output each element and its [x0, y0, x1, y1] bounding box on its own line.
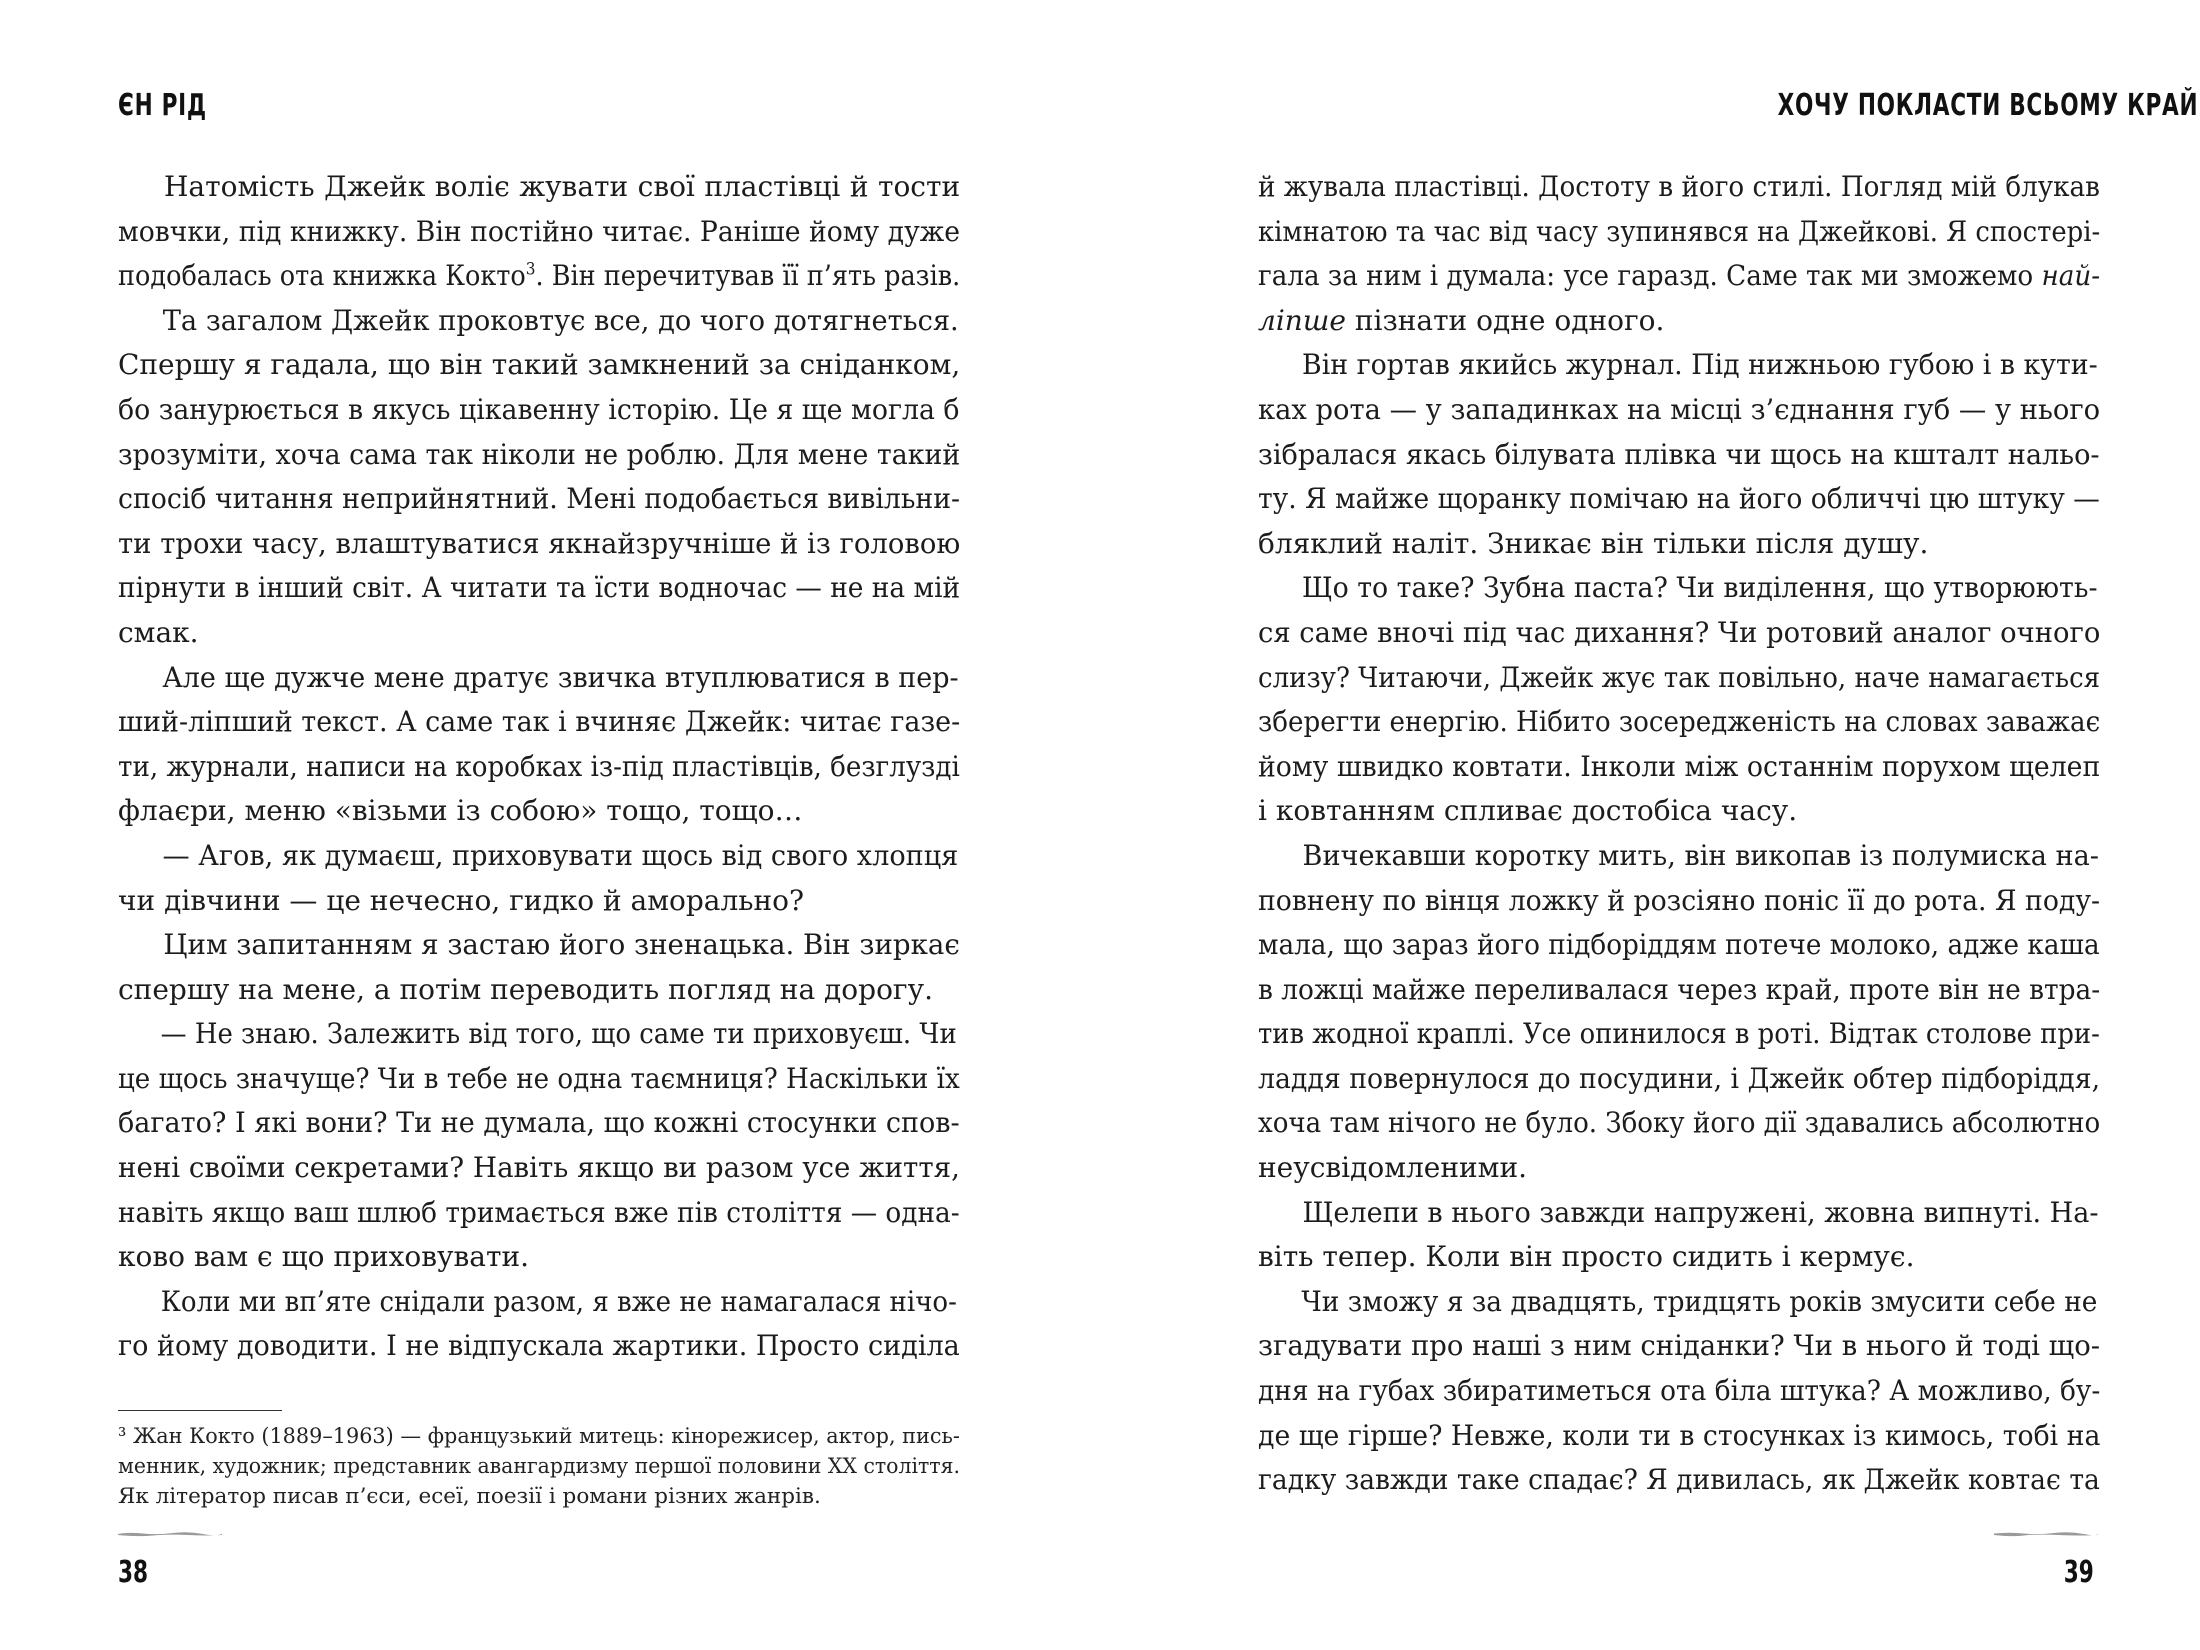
text-line: флаєри, меню «візьми із собою» тощо, тощо…	[118, 794, 803, 828]
text-line: ти трохи часу, влаштуватися якнайзручніше й із головою	[118, 526, 961, 560]
text-line: ту. Я майже щоранку помічаю на його обличчі цю штуку —	[1258, 482, 2100, 516]
text-line: тив жодної краплі. Усе опинилося в роті. Відтак столове при-	[1258, 1017, 2100, 1051]
brush-ornament	[1994, 1531, 2098, 1537]
text-line: віть тепер. Коли він просто сидить і кермує.	[1258, 1240, 1915, 1274]
text-line: слизу? Читаючи, Джейк жує так повільно, наче намагається	[1258, 660, 2101, 694]
right-body-text	[1258, 165, 2100, 1503]
text-line: бляклий наліт. Зникає він тільки після душу.	[1258, 526, 1929, 560]
text-line: Цим запитанням я застаю його зненацька. Він зиркає	[163, 928, 960, 962]
text-line: Чи зможу я за двадцять, тридцять років змусити себе не	[1301, 1284, 2098, 1318]
text-line: багато? І які вони? Ти не думала, що кожні стосунки спов-	[118, 1106, 960, 1140]
text-line: Та загалом Джейк проковтує все, до чого дотягнеться.	[162, 303, 959, 337]
text-line: повнену по вінця ложку й розсіяно поніс її до рота. Я поду-	[1258, 883, 2101, 917]
text-line: Що то таке? Зубна паста? Чи виділення, що утворюють-	[1302, 571, 2098, 605]
running-head-title: ХОЧУ ПОКЛАСТИ ВСЬОМУ КРАЙ	[1777, 88, 2198, 123]
text-line: — Агов, як думаєш, приховувати щось від свого хлопця	[162, 838, 959, 872]
footnote-rule	[118, 1410, 282, 1411]
text-line: спосіб читання неприйнятний. Мені подобається вивільни-	[118, 482, 961, 516]
text-line: ший-ліпший текст. А саме так і вчиняє Джейк: читає газе-	[118, 705, 961, 739]
brush-ornament	[118, 1531, 222, 1537]
text-line: кімнатою та час від часу зупинявся на Джейкові. Я спостері-	[1258, 214, 2101, 248]
text-line: ках рота — у западинках на місці з’єднання губ — у нього	[1258, 392, 2101, 426]
text-line: Щелепи в нього завжди напружені, жовна випнуті. На-	[1302, 1195, 2099, 1229]
text-line: навіть якщо ваш шлюб тримається вже пів століття — одна-	[118, 1195, 960, 1229]
text-line: пірнути в інший світ. А читати та їсти водночас — не на мій	[118, 571, 961, 605]
text-line: в ложці майже переливалася через край, проте він не втра-	[1258, 972, 2101, 1006]
text-line: Вичекавши коротку мить, він викопав із полумиска на-	[1302, 838, 2099, 872]
text-line: і ковтанням спливає достобіса часу.	[1258, 794, 1798, 828]
text-line: Коли ми вп’яте снідали разом, я вже не намагалася нічо-	[160, 1284, 957, 1318]
text-line: Спершу я гадала, що він такий замкнений за сніданком,	[118, 348, 961, 382]
text-line: го йому доводити. І не відпускала жартики. Просто сиділа	[118, 1329, 960, 1363]
text-line: згадувати про наші з ним сніданки? Чи в нього й тоді що-	[1258, 1329, 2101, 1363]
text-line: ти, журнали, написи на коробках із-під пластівців, безглузді	[118, 749, 960, 783]
left-body-text	[118, 165, 960, 1369]
footnote-line: ³ Жан Кокто (1889–1963) — французький митець: кінорежисер, актор, пись-	[118, 1424, 960, 1449]
text-line: дня на губах збиратиметься ота біла штука? А можливо, бу-	[1258, 1374, 2101, 1408]
text-line: гадку завжди таке спадає? Я дивилась, як Джейк ковтає та	[1258, 1463, 2100, 1497]
text-line: смак.	[118, 615, 199, 649]
text-line: мовчки, під книжку. Він постійно читає. Раніше йому дуже	[118, 214, 961, 248]
text-line: бо занурюється в якусь цікавенну історію. Це я ще могла б	[118, 392, 960, 426]
text-line: мала, що зараз його підборіддям потече молоко, адже каша	[1258, 928, 2100, 962]
page-number: 39	[2063, 1555, 2094, 1590]
footnote-line: менник, художник; представник авангардизму першої половини XX століття.	[118, 1454, 960, 1479]
emphasis-word: ліпше	[1258, 303, 1346, 337]
text-line: ладдя повернулося до посудини, і Джейк обтер підборіддя,	[1258, 1061, 2101, 1095]
running-head-author: ЄН РІД	[118, 88, 207, 123]
text-line: зібралася якась білувата плівка чи щось на кшталт нальо-	[1258, 437, 2100, 471]
right-page	[1100, 0, 2200, 1650]
text-line: нені своїми секретами? Навіть якщо ви разом усе життя,	[118, 1151, 960, 1185]
text-line: неусвідомленими.	[1258, 1151, 1528, 1185]
text-line: Натомість Джейк воліє жувати свої пластівці й тости	[164, 170, 961, 203]
text-line: ково вам є що приховувати.	[118, 1240, 530, 1274]
text-line: йому швидко ковтати. Інколи між останнім порухом щелеп	[1258, 749, 2101, 783]
footnote	[118, 1422, 960, 1512]
text-line: хоча там нічого не було. Збоку його дії здавались абсолютно	[1258, 1106, 2101, 1140]
text-line: Але ще дужче мене дратує звичка втуплюватися в пер-	[162, 660, 959, 694]
text-line: ся саме вночі під час дихання? Чи ротовий аналог очного	[1258, 615, 2101, 649]
text-line: спершу на мене, а потім переводить погляд на дорогу.	[118, 972, 933, 1006]
text-line: це щось значуще? Чи в тебе не одна таємниця? Наскільки їх	[118, 1061, 960, 1095]
text-line: й жувала пластівці. Достоту в його стилі. Погляд мій блукав	[1258, 170, 2100, 203]
text-line: — Не знаю. Залежить від того, що саме ти приховуєш. Чи	[160, 1017, 957, 1051]
text-line: гала за ним і думала: усе гаразд. Саме так ми зможемо най-	[1258, 259, 2101, 293]
text-line: чи дівчини — це нечесно, гидко й аморально?	[118, 883, 805, 917]
text-line: Він гортав якийсь журнал. Під нижньою губою і в кути-	[1302, 348, 2098, 382]
page-number: 38	[118, 1555, 149, 1590]
text-line: де ще гірше? Невже, коли ти в стосунках із кимось, тобі на	[1258, 1418, 2101, 1452]
emphasis-word: най-	[2041, 259, 2101, 293]
text-line: зберегти енергію. Нібито зосередженість на словах заважає	[1258, 705, 2101, 739]
text-line: зрозуміти, хоча сама так ніколи не роблю. Для мене такий	[118, 437, 961, 471]
text-line: ліпше пізнати одне одного.	[1258, 303, 1665, 337]
text-line: подобалась ота книжка Кокто$^3$. Він перечитував її п’ять разів.	[118, 258, 961, 293]
footnote-line: Як літератор писав п’єси, есеї, поезії і романи різних жанрів.	[118, 1484, 821, 1509]
